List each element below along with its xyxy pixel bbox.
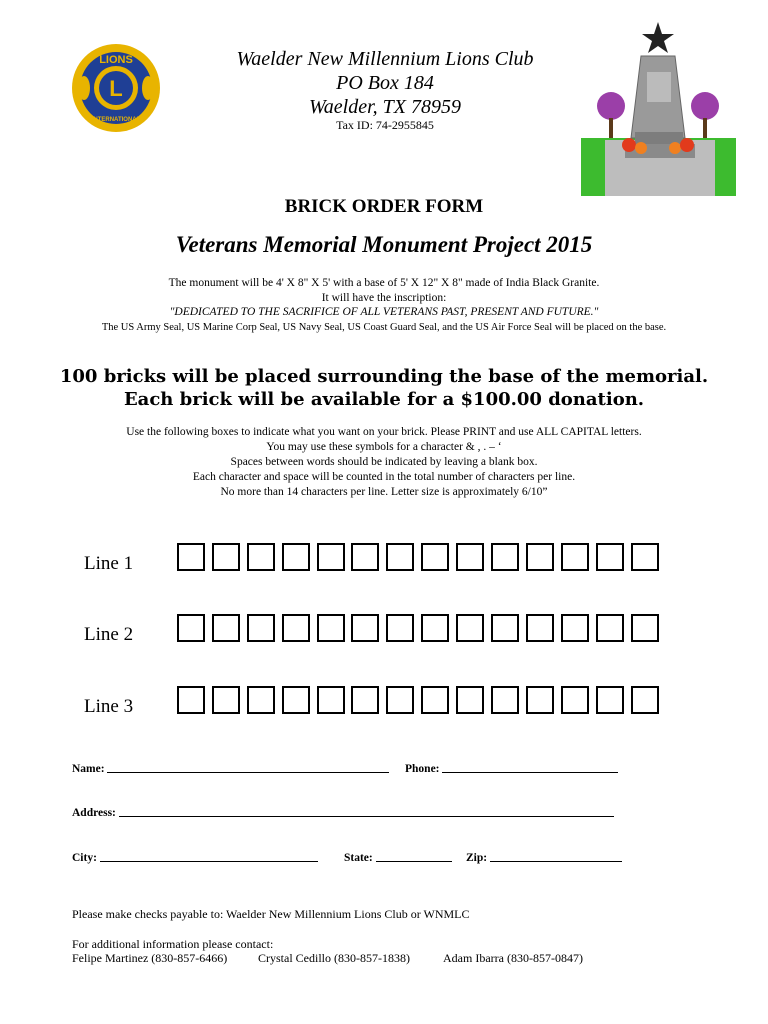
character-box[interactable] xyxy=(491,686,519,714)
character-box[interactable] xyxy=(317,686,345,714)
character-box[interactable] xyxy=(351,686,379,714)
character-box[interactable] xyxy=(561,614,589,642)
brick-line-2 xyxy=(0,614,768,654)
character-box[interactable] xyxy=(596,686,624,714)
character-box[interactable] xyxy=(351,543,379,571)
character-box[interactable] xyxy=(386,543,414,571)
character-box[interactable] xyxy=(421,543,449,571)
logo-text-top: LIONS xyxy=(99,54,133,66)
character-box[interactable] xyxy=(561,543,589,571)
zip-field-row xyxy=(466,849,622,864)
character-box[interactable] xyxy=(247,614,275,642)
zip-field[interactable] xyxy=(490,849,622,862)
instruction-line-2: You may use these symbols for a character & , . – ‘ xyxy=(266,441,502,453)
address-label: Address: xyxy=(72,807,116,819)
brick-line-3 xyxy=(0,686,768,726)
instruction-line-1: Use the following boxes to indicate what you want on your brick. Please PRINT and use ALL CAPITAL letters. xyxy=(126,426,642,438)
character-box[interactable] xyxy=(177,614,205,642)
payable-note: Please make checks payable to: Waelder New Millennium Lions Club or WNMLC xyxy=(72,907,470,921)
announcement-line-2: Each brick will be available for a $100.00 donation. xyxy=(123,389,645,410)
zip-label: Zip: xyxy=(466,852,488,864)
character-box[interactable] xyxy=(282,543,310,571)
brick-character-boxes xyxy=(177,543,659,571)
character-box[interactable] xyxy=(317,614,345,642)
contact-crystal: Crystal Cedillo (830-857-1838) xyxy=(258,951,410,965)
state-label: State: xyxy=(344,852,373,864)
character-box[interactable] xyxy=(526,614,554,642)
announcement-line-1: 100 bricks will be placed surrounding the base of the memorial. xyxy=(59,366,709,387)
address-field-row xyxy=(72,804,614,819)
character-box[interactable] xyxy=(526,686,554,714)
phone-field-row xyxy=(405,760,618,775)
inscription-text: "DEDICATED TO THE SACRIFICE OF ALL VETERANS PAST, PRESENT AND FUTURE." xyxy=(169,306,599,318)
state-field[interactable] xyxy=(376,849,452,862)
form-title: BRICK ORDER FORM xyxy=(284,196,484,217)
character-box[interactable] xyxy=(282,686,310,714)
lions-logo xyxy=(70,42,162,134)
character-box[interactable] xyxy=(177,543,205,571)
character-box[interactable] xyxy=(596,614,624,642)
instruction-line-5: No more than 14 characters per line. Letter size is approximately 6/10” xyxy=(220,486,548,498)
brick-line-label: Line 2 xyxy=(84,624,134,645)
character-box[interactable] xyxy=(212,686,240,714)
state-field-row xyxy=(344,849,452,864)
instruction-line-3: Spaces between words should be indicated by leaving a blank box. xyxy=(230,456,538,468)
character-box[interactable] xyxy=(631,614,659,642)
phone-label: Phone: xyxy=(405,763,440,775)
character-box[interactable] xyxy=(491,543,519,571)
character-box[interactable] xyxy=(456,543,484,571)
brick-character-boxes xyxy=(177,614,659,642)
character-box[interactable] xyxy=(282,614,310,642)
tax-id: Tax ID: 74-2955845 xyxy=(336,118,434,132)
contact-adam: Adam Ibarra (830-857-0847) xyxy=(443,951,583,965)
name-field[interactable] xyxy=(107,760,389,773)
contact-intro: For additional information please contact: xyxy=(72,937,274,951)
character-box[interactable] xyxy=(456,686,484,714)
character-box[interactable] xyxy=(421,614,449,642)
character-box[interactable] xyxy=(212,543,240,571)
address-field[interactable] xyxy=(119,804,614,817)
character-box[interactable] xyxy=(596,543,624,571)
character-box[interactable] xyxy=(631,686,659,714)
city-field-row xyxy=(72,849,318,864)
character-box[interactable] xyxy=(351,614,379,642)
character-box[interactable] xyxy=(317,543,345,571)
name-label: Name: xyxy=(72,763,105,775)
city-label: City: xyxy=(72,852,97,864)
character-box[interactable] xyxy=(212,614,240,642)
brick-line-1 xyxy=(0,543,768,583)
contact-felipe: Felipe Martinez (830-857-6466) xyxy=(72,951,228,965)
character-box[interactable] xyxy=(247,686,275,714)
brick-character-boxes xyxy=(177,686,659,714)
character-box[interactable] xyxy=(386,686,414,714)
character-box[interactable] xyxy=(247,543,275,571)
brick-line-label: Line 3 xyxy=(84,696,134,717)
club-name: Waelder New Millennium Lions Club xyxy=(236,48,534,70)
character-box[interactable] xyxy=(177,686,205,714)
phone-field[interactable] xyxy=(442,760,618,773)
club-po-box: PO Box 184 xyxy=(336,72,434,94)
logo-letter: L xyxy=(109,76,123,101)
club-city-state-zip: Waelder, TX 78959 xyxy=(308,96,462,118)
character-box[interactable] xyxy=(561,686,589,714)
description-line-2: It will have the inscription: xyxy=(321,292,447,304)
monument-illustration xyxy=(575,20,740,198)
character-box[interactable] xyxy=(421,686,449,714)
logo-text-bottom: INTERNATIONAL xyxy=(91,117,141,123)
project-title: Veterans Memorial Monument Project 2015 xyxy=(175,232,593,257)
character-box[interactable] xyxy=(526,543,554,571)
character-box[interactable] xyxy=(631,543,659,571)
description-line-4: The US Army Seal, US Marine Corp Seal, US Navy Seal, US Coast Guard Seal, and the US Air Force Seal will be placed on the base. xyxy=(101,322,667,333)
character-box[interactable] xyxy=(456,614,484,642)
brick-line-label: Line 1 xyxy=(84,553,134,574)
character-box[interactable] xyxy=(386,614,414,642)
character-box[interactable] xyxy=(491,614,519,642)
city-field[interactable] xyxy=(100,849,318,862)
name-field-row xyxy=(72,760,389,775)
description-line-1: The monument will be 4' X 8" X 5' with a base of 5' X 12" X 8" made of India Black Granite. xyxy=(168,277,600,289)
instruction-line-4: Each character and space will be counted in the total number of characters per line. xyxy=(192,471,576,483)
